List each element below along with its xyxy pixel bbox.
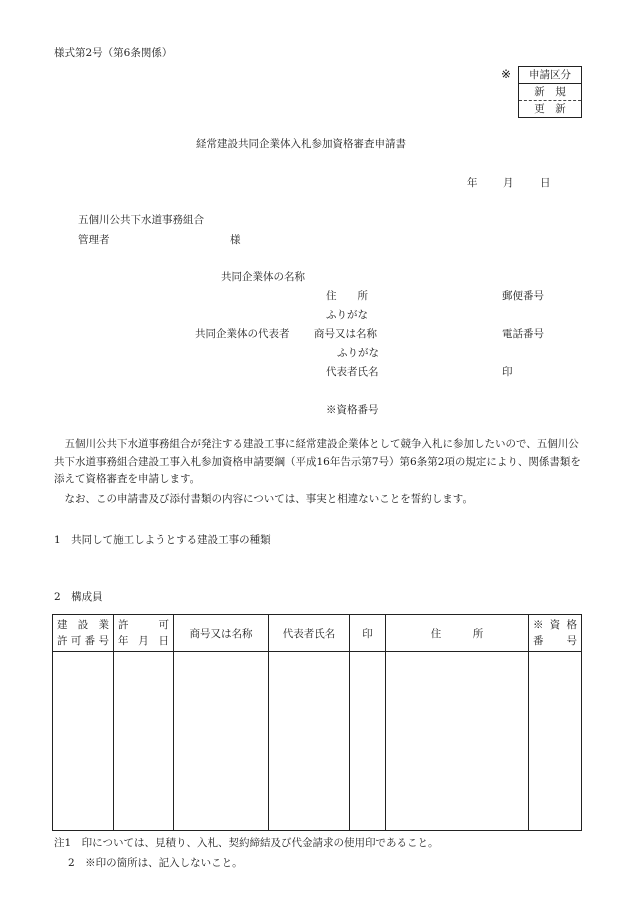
cell-company-name[interactable] [174,652,269,831]
table-row [53,652,582,831]
representative-label: 共同企業体の代表者 [195,328,290,340]
date-year: 年 [467,177,478,189]
classification-mark: ※ [501,67,512,81]
header-license-number: 建 設 業 許可番号 [53,615,114,652]
note-1: 注1 印については、見積り、入札、契約締結及び代金請求の使用印であること。 [54,837,439,849]
members-table [52,614,582,831]
qualification-number-label: ※資格番号 [326,404,379,416]
form-number: 様式第2号（第6条関係） [54,47,173,59]
representative-name-label: 代表者氏名 [326,366,379,378]
cell-qualification-number [529,652,582,831]
header-address: 住 所 [386,615,529,652]
pledge-statement: なお、この申請書及び添付書類の内容については、事実と相違ないことを誓約します。 [54,493,473,505]
note-2: 2 ※印の箇所は、記入しないこと。 [68,857,243,869]
jv-name-label: 共同企業体の名称 [221,271,305,283]
cell-address[interactable] [386,652,529,831]
addressee-honorific: 様 [230,234,241,246]
cell-seal[interactable] [350,652,386,831]
document-title: 経常建設共同企業体入札参加資格審査申請書 [196,138,406,150]
header-license-date: 許 可 年 月 日 [114,615,174,652]
cell-license-number[interactable] [53,652,114,831]
date-month: 月 [503,177,514,189]
header-representative: 代表者氏名 [269,615,350,652]
addressee-organization: 五個川公共下水道事務組合 [78,214,204,226]
header-seal: 印 [350,615,386,652]
company-name-label: 商号又は名称 [314,328,377,340]
date-day: 日 [540,177,551,189]
seal-label: 印 [502,366,513,378]
application-classification-box [518,66,582,118]
furigana-label-1: ふりがな [326,309,368,321]
furigana-label-2: ふりがな [337,347,379,359]
classification-header: 申請区分 [519,67,581,84]
address-label: 住 所 [326,290,368,302]
classification-renewal[interactable]: 更 新 [534,103,566,115]
header-qualification-number: ※ 資 格 番 号 [529,615,582,652]
classification-new[interactable]: 新 規 [519,84,581,101]
postal-code-label: 郵便番号 [502,290,544,302]
application-statement: 五個川公共下水道事務組合が発注する建設工事に経常建設企業体として競争入札に参加したいので、五個川公共下水道事務組合建設工事入札参加資格申請要綱（平成16年告示第7号）第6条第2項の規定により、関係書類を添えて資格審査を申請します。 [54,438,581,485]
phone-number-label: 電話番号 [502,328,544,340]
header-company-name: 商号又は名称 [174,615,269,652]
cell-license-date[interactable] [114,652,174,831]
cell-representative[interactable] [269,652,350,831]
addressee-role: 管理者 [78,234,110,246]
section-2-heading: 2 構成員 [54,591,103,603]
section-1-heading: 1 共同して施工しようとする建設工事の種類 [54,534,271,546]
table-header-row [53,615,582,652]
